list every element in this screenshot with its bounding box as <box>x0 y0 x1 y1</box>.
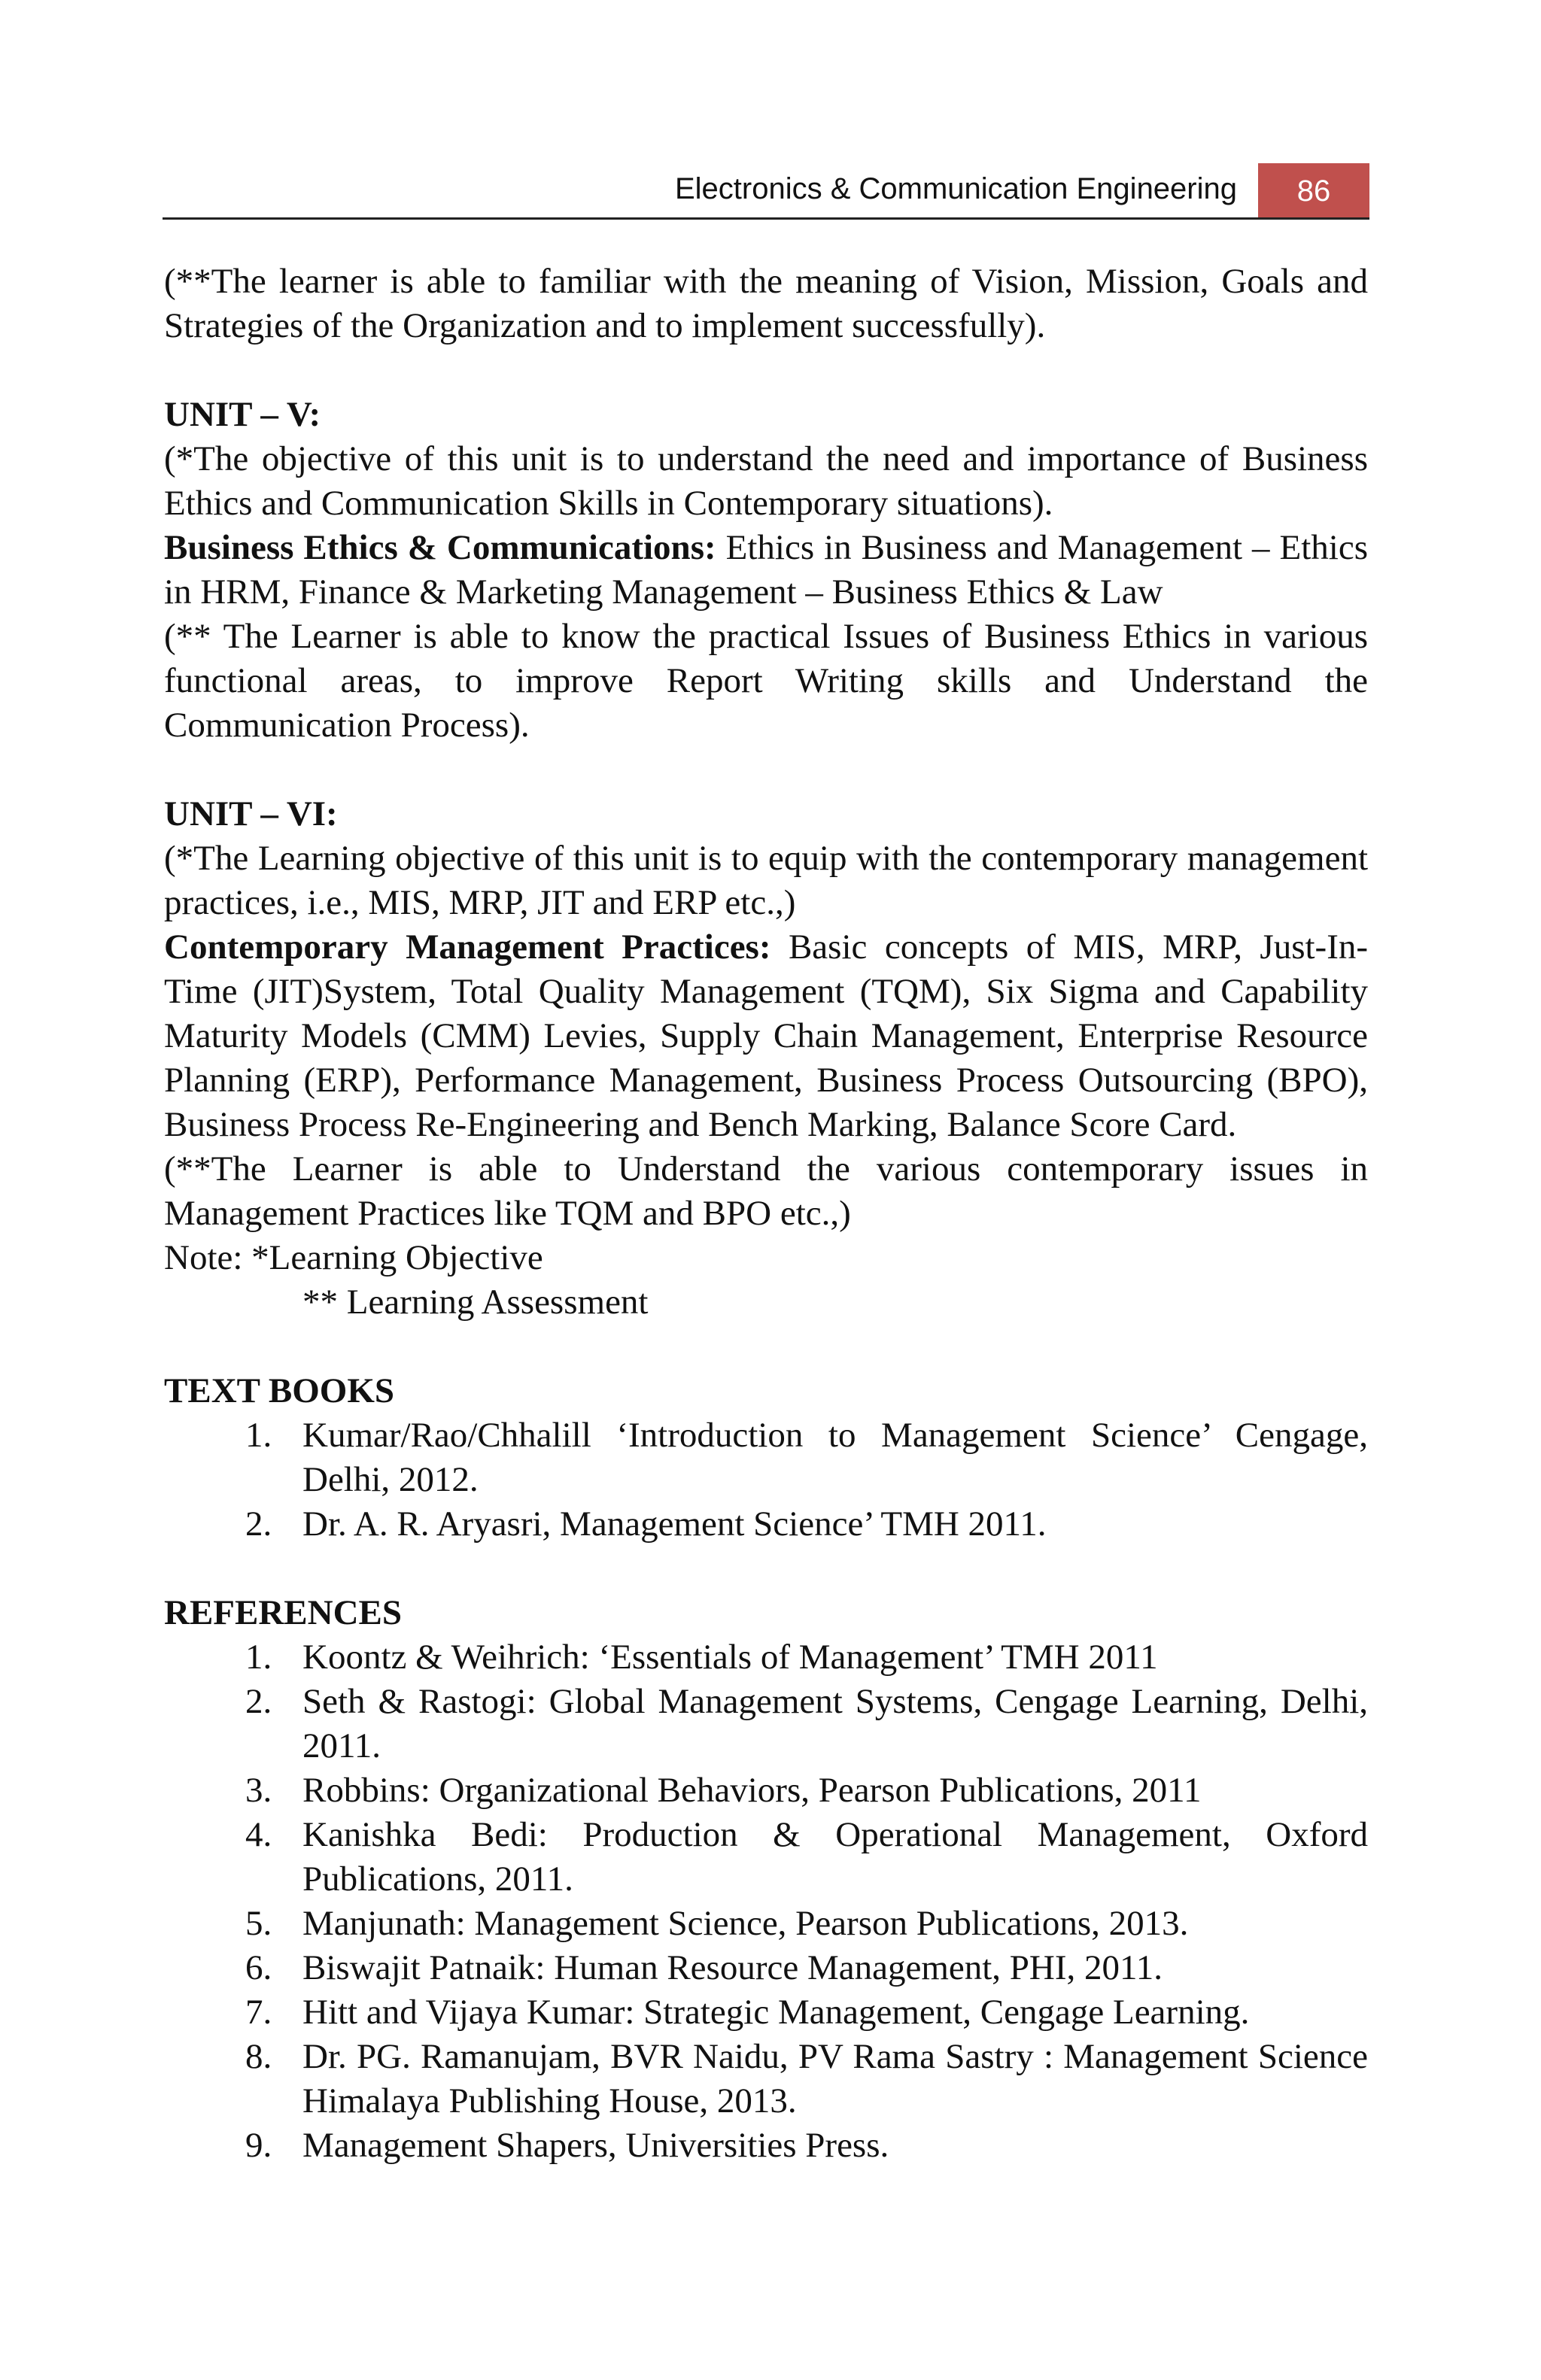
list-item <box>164 1902 1368 1946</box>
list-number: 2. <box>245 1682 272 1721</box>
unit-5-assessment: (** The Learner is able to know the practical Issues of Business Ethics in various functional areas, to improve Report Writing skills and Understand the Communication Process). <box>164 617 1368 745</box>
list-number: 2. <box>245 1504 272 1544</box>
unit-5-topic-title: Business Ethics & Communications: <box>164 528 716 567</box>
note-line-2: ** Learning Assessment <box>302 1283 649 1322</box>
unit-6-objective: (*The Learning objective of this unit is to equip with the contemporary management practices, i.e., MIS, MRP, JIT and ERP etc.,) <box>164 839 1368 922</box>
list-item-text: Manjunath: Management Science, Pearson Publications, 2013. <box>302 1904 1189 1943</box>
list-item <box>164 2035 1368 2123</box>
list-item <box>164 1635 1368 1680</box>
header-title: Electronics & Communication Engineering <box>674 172 1237 205</box>
list-number: 9. <box>245 2126 272 2165</box>
list-number: 4. <box>245 1815 272 1854</box>
text-books-heading: TEXT BOOKS <box>164 1371 395 1410</box>
list-item-text: Dr. A. R. Aryasri, Management Science’ TMH 2011. <box>302 1504 1047 1544</box>
list-item-text: Dr. PG. Ramanujam, BVR Naidu, PV Rama Sastry : Management Science Himalaya Publishing House, 2013. <box>302 2037 1368 2120</box>
list-item <box>164 1813 1368 1902</box>
list-item <box>164 1413 1368 1502</box>
references-list <box>164 1635 1368 2168</box>
list-item-text: Kumar/Rao/Chhalill ‘Introduction to Management Science’ Cengage, Delhi, 2012. <box>302 1416 1368 1499</box>
note-line-1: Note: *Learning Objective <box>164 1238 543 1277</box>
list-item-text: Biswajit Patnaik: Human Resource Management, PHI, 2011. <box>302 1948 1163 1987</box>
list-item <box>164 2123 1368 2168</box>
list-item-text: Robbins: Organizational Behaviors, Pearson Publications, 2011 <box>302 1771 1202 1810</box>
header-rule <box>163 217 1369 220</box>
unit-6-topics <box>164 925 1368 1147</box>
unit-5-topic-text: Ethics in Business and Management – Ethics in HRM, Finance & Marketing Management – Business Ethics & Law <box>164 528 1368 612</box>
list-number: 6. <box>245 1948 272 1987</box>
unit-5-topics <box>164 526 1368 615</box>
list-number: 7. <box>245 1993 272 2032</box>
unit-6-topic-text: Basic concepts of MIS, MRP, Just-In-Time (JIT)System, Total Quality Management (TQM), Six Sigma and Capability Maturity Models (CMM) Levies, Supply Chain Management, Enterprise Resource Planning (ERP), Performance Management, Business Process Outsourcing (BPO), Business Process Re-Engineering and Bench Marking, Balance Score Card. <box>164 927 1368 1144</box>
text-books-list <box>164 1413 1368 1547</box>
unit-5-heading: UNIT – V: <box>164 395 321 434</box>
list-number: 1. <box>245 1638 272 1677</box>
page-content <box>164 260 1368 2168</box>
references-heading: REFERENCES <box>164 1593 403 1632</box>
unit-5-objective: (*The objective of this unit is to understand the need and importance of Business Ethics and Communication Skills in Contemporary situations). <box>164 439 1368 523</box>
list-number: 8. <box>245 2037 272 2076</box>
list-item-text: Seth & Rastogi: Global Management Systems, Cengage Learning, Delhi, 2011. <box>302 1682 1368 1765</box>
list-number: 5. <box>245 1904 272 1943</box>
page-number-badge: 86 <box>1258 163 1369 220</box>
list-item <box>164 1768 1368 1813</box>
unit-6-topic-title: Contemporary Management Practices: <box>164 927 771 967</box>
unit-6-assessment: (**The Learner is able to Understand the various contemporary issues in Management Practices like TQM and BPO etc.,) <box>164 1149 1368 1233</box>
list-item <box>164 1946 1368 1990</box>
intro-assessment-note: (**The learner is able to familiar with the meaning of Vision, Mission, Goals and Strategies of the Organization and to implement successfully). <box>164 262 1368 345</box>
list-number: 3. <box>245 1771 272 1810</box>
list-item-text: Kanishka Bedi: Production & Operational Management, Oxford Publications, 2011. <box>302 1815 1368 1899</box>
list-item-text: Koontz & Weihrich: ‘Essentials of Management’ TMH 2011 <box>302 1638 1158 1677</box>
list-item <box>164 1680 1368 1768</box>
list-item-text: Management Shapers, Universities Press. <box>302 2126 889 2165</box>
list-item <box>164 1502 1368 1547</box>
list-number: 1. <box>245 1416 272 1455</box>
list-item-text: Hitt and Vijaya Kumar: Strategic Management, Cengage Learning. <box>302 1993 1250 2032</box>
unit-6-heading: UNIT – VI: <box>164 794 338 833</box>
list-item <box>164 1990 1368 2035</box>
page-header <box>163 159 1369 220</box>
